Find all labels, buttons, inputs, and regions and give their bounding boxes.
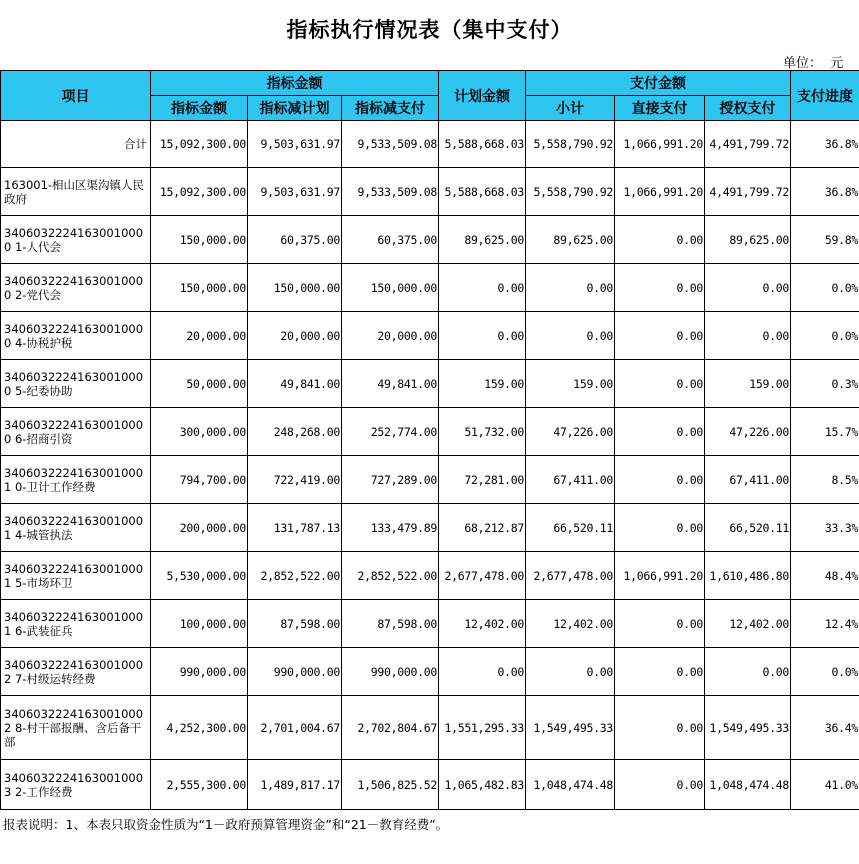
table-row	[1, 552, 859, 600]
row-item-name: 34060322241630010001 5-市场环卫	[1, 552, 151, 600]
cell-plan-amount: 5,588,668.03	[439, 168, 526, 216]
cell-direct-pay: 0.00	[615, 264, 705, 312]
header-authorized-pay: 授权支付	[705, 96, 791, 121]
cell-plan-amount: 89,625.00	[439, 216, 526, 264]
cell-subtotal: 1,048,474.48	[526, 760, 615, 810]
header-paid-group: 支付金额	[526, 71, 791, 96]
table-body	[1, 121, 859, 810]
cell-subtotal: 0.00	[526, 264, 615, 312]
table-row	[1, 504, 859, 552]
header-index-amount: 指标金额	[151, 96, 248, 121]
report-footnote: 报表说明：1、本表只取资金性质为“1－政府预算管理资金”和“21－教育经费”。	[3, 817, 449, 832]
cell-authorized-pay: 12,402.00	[705, 600, 791, 648]
cell-index-minus-plan: 990,000.00	[248, 648, 342, 696]
cell-authorized-pay: 66,520.11	[705, 504, 791, 552]
cell-plan-amount: 5,588,668.03	[439, 121, 526, 168]
cell-plan-amount: 12,402.00	[439, 600, 526, 648]
cell-index-minus-plan: 2,701,004.67	[248, 696, 342, 760]
cell-progress: 41.0%	[791, 760, 859, 810]
cell-subtotal: 67,411.00	[526, 456, 615, 504]
cell-index-amount: 300,000.00	[151, 408, 248, 456]
table-row	[1, 600, 859, 648]
cell-authorized-pay: 0.00	[705, 312, 791, 360]
table-row	[1, 216, 859, 264]
cell-index-minus-plan: 1,489,817.17	[248, 760, 342, 810]
cell-progress: 36.4%	[791, 696, 859, 760]
row-item-name: 34060322241630010002 8-村干部报酬、含后备干部	[1, 696, 151, 760]
header-subtotal: 小计	[526, 96, 615, 121]
cell-subtotal: 5,558,790.92	[526, 168, 615, 216]
cell-index-amount: 20,000.00	[151, 312, 248, 360]
cell-index-amount: 4,252,300.00	[151, 696, 248, 760]
cell-authorized-pay: 1,549,495.33	[705, 696, 791, 760]
cell-index-minus-plan: 87,598.00	[248, 600, 342, 648]
cell-progress: 36.8%	[791, 121, 859, 168]
cell-progress: 15.7%	[791, 408, 859, 456]
cell-index-amount: 2,555,300.00	[151, 760, 248, 810]
cell-index-minus-plan: 49,841.00	[248, 360, 342, 408]
cell-subtotal: 1,549,495.33	[526, 696, 615, 760]
cell-index-minus-plan: 60,375.00	[248, 216, 342, 264]
table-row	[1, 312, 859, 360]
cell-subtotal: 2,677,478.00	[526, 552, 615, 600]
cell-index-amount: 15,092,300.00	[151, 121, 248, 168]
cell-index-amount: 200,000.00	[151, 504, 248, 552]
cell-plan-amount: 51,732.00	[439, 408, 526, 456]
cell-progress: 12.4%	[791, 600, 859, 648]
table-row	[1, 696, 859, 760]
table-row	[1, 760, 859, 810]
cell-subtotal: 0.00	[526, 648, 615, 696]
cell-index-minus-paid: 49,841.00	[342, 360, 439, 408]
cell-direct-pay: 0.00	[615, 504, 705, 552]
cell-direct-pay: 0.00	[615, 600, 705, 648]
cell-plan-amount: 0.00	[439, 648, 526, 696]
cell-direct-pay: 0.00	[615, 312, 705, 360]
cell-index-minus-plan: 2,852,522.00	[248, 552, 342, 600]
cell-direct-pay: 0.00	[615, 360, 705, 408]
cell-index-amount: 5,530,000.00	[151, 552, 248, 600]
table-row	[1, 456, 859, 504]
row-item-name: 合计	[1, 121, 151, 168]
cell-progress: 0.3%	[791, 360, 859, 408]
cell-index-minus-paid: 990,000.00	[342, 648, 439, 696]
cell-index-minus-paid: 727,289.00	[342, 456, 439, 504]
unit-label: 单位： 元	[783, 56, 844, 71]
header-direct-pay: 直接支付	[615, 96, 705, 121]
cell-authorized-pay: 0.00	[705, 648, 791, 696]
cell-authorized-pay: 0.00	[705, 264, 791, 312]
cell-direct-pay: 1,066,991.20	[615, 552, 705, 600]
report-title: 指标执行情况表（集中支付）	[286, 18, 573, 42]
cell-authorized-pay: 67,411.00	[705, 456, 791, 504]
cell-index-minus-plan: 9,503,631.97	[248, 121, 342, 168]
cell-index-minus-plan: 248,268.00	[248, 408, 342, 456]
cell-progress: 48.4%	[791, 552, 859, 600]
cell-index-minus-plan: 131,787.13	[248, 504, 342, 552]
row-item-name: 34060322241630010001 0-卫计工作经费	[1, 456, 151, 504]
header-progress: 支付进度	[791, 71, 859, 121]
row-item-name: 163001-相山区渠沟镇人民政府	[1, 168, 151, 216]
cell-authorized-pay: 1,048,474.48	[705, 760, 791, 810]
cell-authorized-pay: 47,226.00	[705, 408, 791, 456]
cell-direct-pay: 0.00	[615, 648, 705, 696]
row-item-name: 34060322241630010001 6-武装征兵	[1, 600, 151, 648]
cell-progress: 0.0%	[791, 648, 859, 696]
cell-progress: 8.5%	[791, 456, 859, 504]
row-item-name: 34060322241630010000 5-纪委协助	[1, 360, 151, 408]
cell-index-amount: 990,000.00	[151, 648, 248, 696]
cell-index-minus-paid: 133,479.89	[342, 504, 439, 552]
cell-index-minus-paid: 150,000.00	[342, 264, 439, 312]
cell-subtotal: 0.00	[526, 312, 615, 360]
row-item-name: 34060322241630010000 6-招商引资	[1, 408, 151, 456]
cell-plan-amount: 2,677,478.00	[439, 552, 526, 600]
row-item-name: 34060322241630010002 7-村级运转经费	[1, 648, 151, 696]
cell-direct-pay: 0.00	[615, 408, 705, 456]
header-item: 项目	[1, 71, 151, 121]
cell-index-amount: 794,700.00	[151, 456, 248, 504]
cell-index-minus-paid: 1,506,825.52	[342, 760, 439, 810]
cell-index-minus-paid: 2,852,522.00	[342, 552, 439, 600]
cell-index-amount: 15,092,300.00	[151, 168, 248, 216]
cell-direct-pay: 0.00	[615, 696, 705, 760]
cell-index-amount: 150,000.00	[151, 264, 248, 312]
cell-progress: 0.0%	[791, 264, 859, 312]
cell-plan-amount: 1,065,482.83	[439, 760, 526, 810]
row-item-name: 34060322241630010001 4-城管执法	[1, 504, 151, 552]
cell-subtotal: 47,226.00	[526, 408, 615, 456]
cell-authorized-pay: 159.00	[705, 360, 791, 408]
row-item-name: 34060322241630010000 2-党代会	[1, 264, 151, 312]
cell-index-amount: 100,000.00	[151, 600, 248, 648]
table-row	[1, 648, 859, 696]
cell-authorized-pay: 4,491,799.72	[705, 121, 791, 168]
header-index-minus-plan: 指标减计划	[248, 96, 342, 121]
cell-index-minus-paid: 20,000.00	[342, 312, 439, 360]
execution-table	[0, 70, 859, 810]
cell-authorized-pay: 89,625.00	[705, 216, 791, 264]
cell-index-minus-plan: 9,503,631.97	[248, 168, 342, 216]
cell-authorized-pay: 1,610,486.80	[705, 552, 791, 600]
cell-index-amount: 150,000.00	[151, 216, 248, 264]
cell-progress: 33.3%	[791, 504, 859, 552]
cell-progress: 0.0%	[791, 312, 859, 360]
cell-index-minus-paid: 87,598.00	[342, 600, 439, 648]
cell-index-minus-paid: 60,375.00	[342, 216, 439, 264]
cell-index-minus-paid: 9,533,509.08	[342, 168, 439, 216]
cell-progress: 36.8%	[791, 168, 859, 216]
cell-index-minus-paid: 2,702,804.67	[342, 696, 439, 760]
table-row	[1, 264, 859, 312]
cell-subtotal: 159.00	[526, 360, 615, 408]
cell-subtotal: 89,625.00	[526, 216, 615, 264]
cell-plan-amount: 0.00	[439, 264, 526, 312]
table-row	[1, 408, 859, 456]
table-row	[1, 168, 859, 216]
cell-index-minus-plan: 722,419.00	[248, 456, 342, 504]
table-row	[1, 360, 859, 408]
header-index-amount-group: 指标金额	[151, 71, 439, 96]
cell-plan-amount: 72,281.00	[439, 456, 526, 504]
cell-progress: 59.8%	[791, 216, 859, 264]
cell-subtotal: 5,558,790.92	[526, 121, 615, 168]
cell-authorized-pay: 4,491,799.72	[705, 168, 791, 216]
cell-plan-amount: 1,551,295.33	[439, 696, 526, 760]
cell-index-minus-plan: 150,000.00	[248, 264, 342, 312]
row-item-name: 34060322241630010000 4-协税护税	[1, 312, 151, 360]
cell-direct-pay: 1,066,991.20	[615, 168, 705, 216]
cell-subtotal: 12,402.00	[526, 600, 615, 648]
cell-direct-pay: 0.00	[615, 760, 705, 810]
total-row	[1, 121, 859, 168]
cell-direct-pay: 0.00	[615, 456, 705, 504]
row-item-name: 34060322241630010003 2-工作经费	[1, 760, 151, 810]
header-plan-amount: 计划金额	[439, 71, 526, 121]
cell-plan-amount: 0.00	[439, 312, 526, 360]
cell-plan-amount: 68,212.87	[439, 504, 526, 552]
cell-direct-pay: 1,066,991.20	[615, 121, 705, 168]
cell-index-amount: 50,000.00	[151, 360, 248, 408]
cell-direct-pay: 0.00	[615, 216, 705, 264]
cell-index-minus-paid: 9,533,509.08	[342, 121, 439, 168]
cell-index-minus-plan: 20,000.00	[248, 312, 342, 360]
header-index-minus-paid: 指标减支付	[342, 96, 439, 121]
cell-index-minus-paid: 252,774.00	[342, 408, 439, 456]
row-item-name: 34060322241630010000 1-人代会	[1, 216, 151, 264]
cell-plan-amount: 159.00	[439, 360, 526, 408]
cell-subtotal: 66,520.11	[526, 504, 615, 552]
